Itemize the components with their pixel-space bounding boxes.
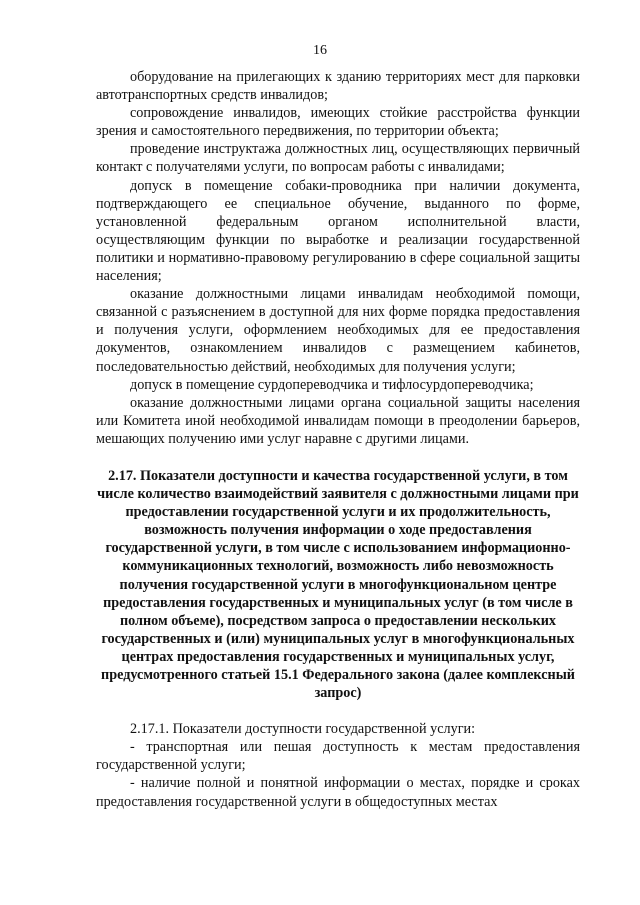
section-heading-2-17: 2.17. Показатели доступности и качества государственной услуги, в том числе количество взаимодействий заявителя с должностными лицами при предоставлении государственной услуги и их продолжительность, возможность получения информации о ходе предоставления государственной услуги, в том числе с использованием информационно-коммуникационных технологий, возможность либо невозможность получения государственной услуги в многофункциональном центре предоставления государственных и муниципальных услуг (в том числе в полном объеме), посредством запроса о предоставлении нескольких государственных и (или) муниципальных услуг в многофункциональных центрах предоставления государственных и муниципальных услуг, предусмотренного статьей 15.1 Федерального закона (далее комплексный запрос) bbox=[97, 467, 579, 702]
page-number: 16 bbox=[313, 43, 327, 58]
paragraph-other-help: оказание должностными лицами органа социальной защиты населения или Комитета иной необходимой инвалидам помощи в преодолении барьеров, мешающих получению ими услуг наравне с другими лицами. bbox=[96, 394, 580, 447]
paragraph-escort: сопровождение инвалидов, имеющих стойкие расстройства функции зрения и самостоятельного передвижения, по территории объекта; bbox=[96, 105, 580, 140]
paragraph-assistance: оказание должностными лицами инвалидам необходимой помощи, связанной с разъяснением в доступной для них форме порядка предоставления и получения услуги, оформлением необходимых для ее предоставления документов, ознакомлением инвалидов с размещением кабинетов, последовательностью действий, необходимых для получения услуги; bbox=[96, 286, 580, 375]
paragraph-transport: - транспортная или пешая доступность к местам предоставления государственной услуги; bbox=[96, 739, 580, 774]
paragraph-information: - наличие полной и понятной информации о местах, порядке и сроках предоставления государственной услуги в общедоступных местах bbox=[96, 775, 580, 810]
paragraph-interpreter: допуск в помещение сурдопереводчика и тифлосурдопереводчика; bbox=[130, 376, 534, 393]
paragraph-2-17-1: 2.17.1. Показатели доступности государственной услуги: bbox=[130, 721, 476, 738]
paragraph-parking: оборудование на прилегающих к зданию территориях мест для парковки автотранспортных средств инвалидов; bbox=[96, 69, 580, 104]
paragraph-guide-dog: допуск в помещение собаки-проводника при наличии документа, подтверждающего ее специальное обучение, выданного по форме, установленной федеральным органом исполнительной власти, осуществляющим функции по выработке и реализации государственной политики и нормативно-правовому регулированию в сфере социальной защиты населения; bbox=[96, 177, 580, 285]
paragraph-briefing: проведение инструктажа должностных лиц, осуществляющих первичный контакт с получателями услуги, по вопросам работы с инвалидами; bbox=[96, 141, 580, 176]
document-body bbox=[96, 68, 580, 811]
